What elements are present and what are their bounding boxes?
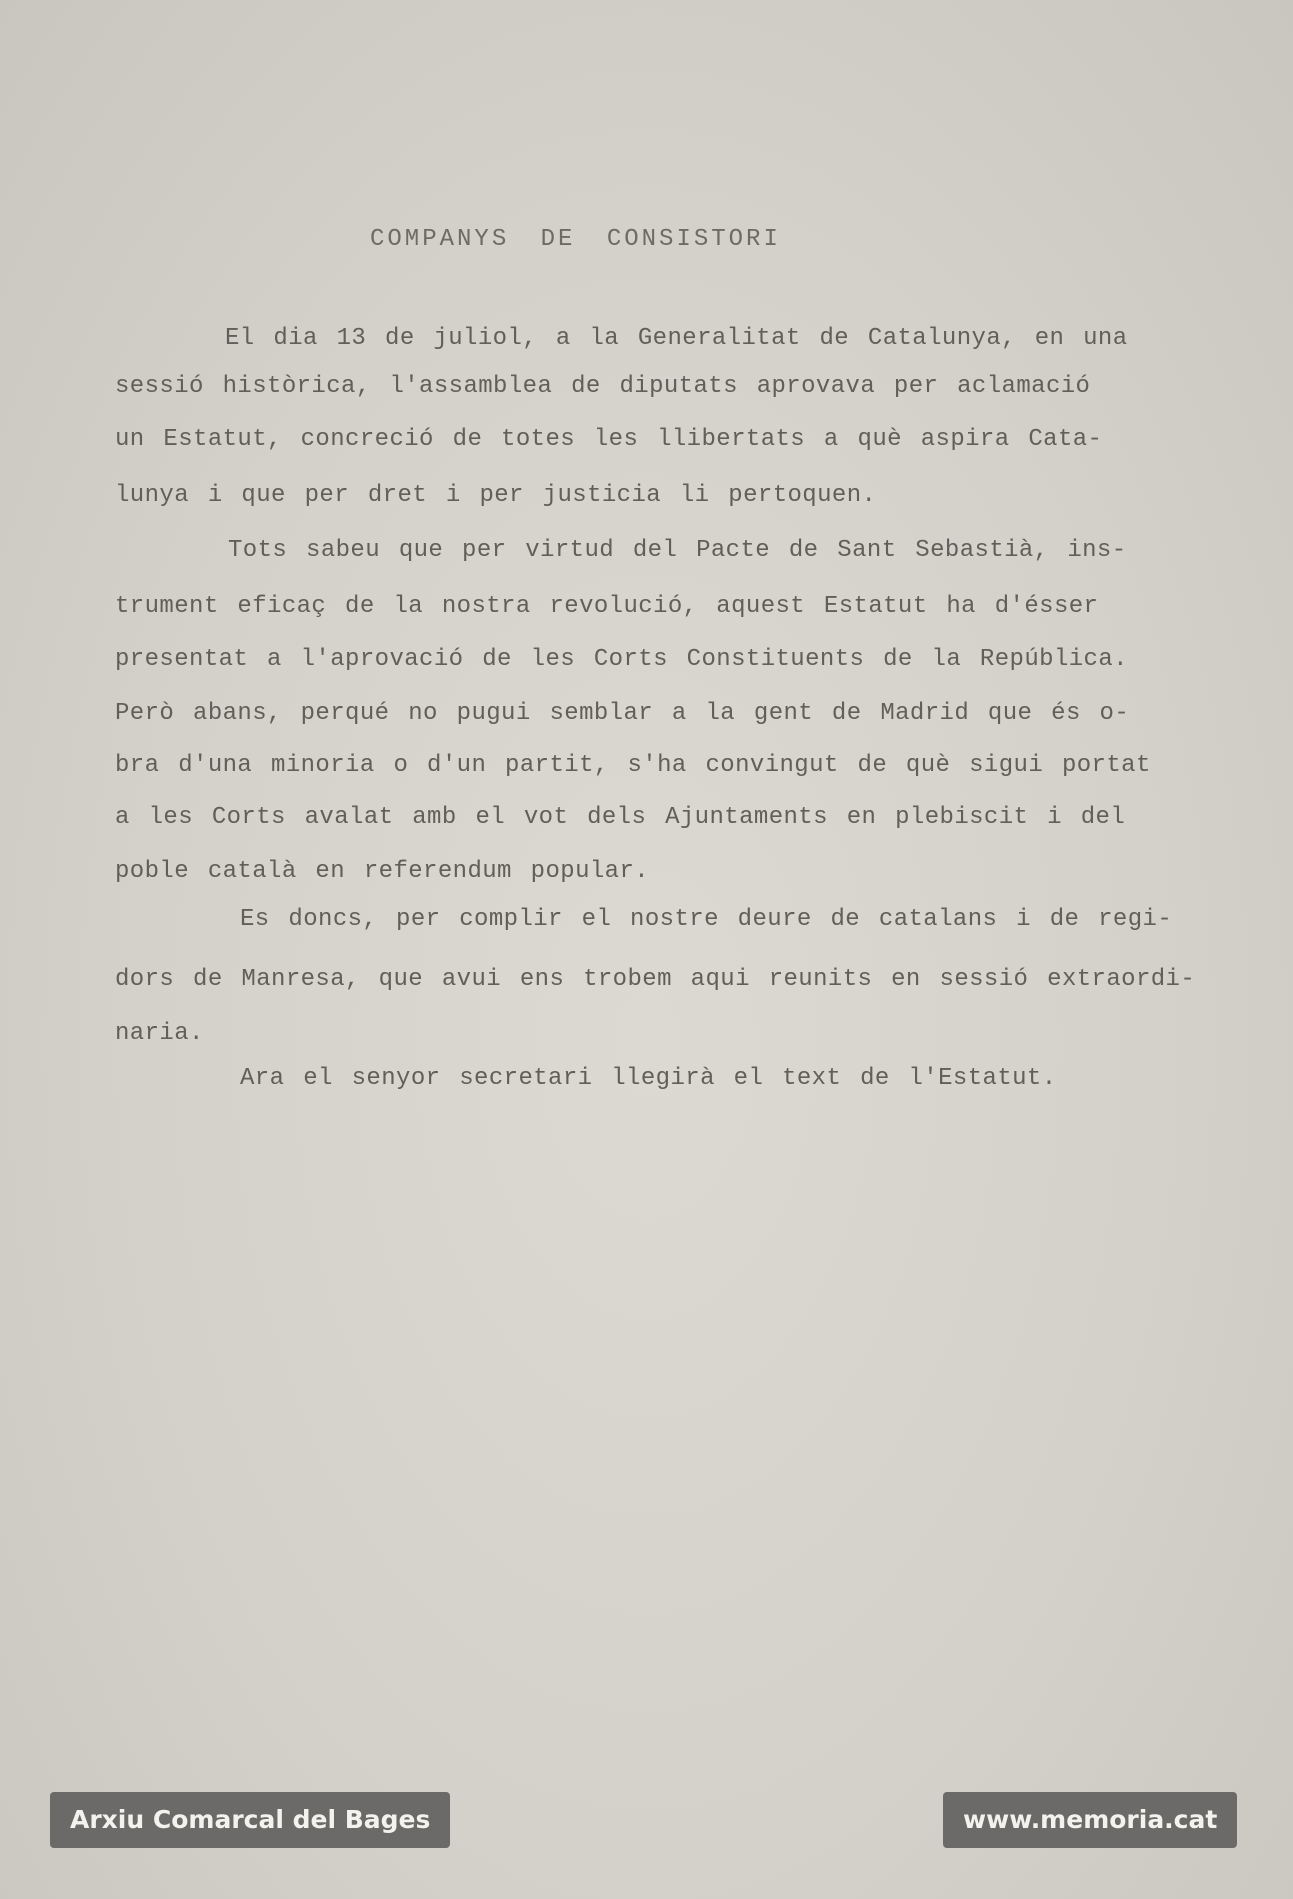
text-line: naria. xyxy=(115,1020,204,1047)
text-line: sessió històrica, l'assamblea de diputats aprovava per aclamació xyxy=(115,373,1091,400)
text-line: trument eficaç de la nostra revolució, aquest Estatut ha d'ésser xyxy=(115,593,1099,620)
text-line: Però abans, perqué no pugui semblar a la gent de Madrid que és o- xyxy=(115,700,1130,727)
document-title: COMPANYS DE CONSISTORI xyxy=(370,226,781,253)
archive-watermark: Arxiu Comarcal del Bages xyxy=(50,1792,450,1848)
text-line: dors de Manresa, que avui ens trobem aqui reunits en sessió extraordi- xyxy=(115,966,1196,993)
website-watermark: www.memoria.cat xyxy=(943,1792,1237,1848)
text-line: presentat a l'aprovació de les Corts Constituents de la República. xyxy=(115,646,1128,673)
text-line: poble català en referendum popular. xyxy=(115,858,650,885)
text-line: El dia 13 de juliol, a la Generalitat de Catalunya, en una xyxy=(225,325,1128,352)
text-line: bra d'una minoria o d'un partit, s'ha convingut de què sigui portat xyxy=(115,752,1151,779)
text-line: un Estatut, concreció de totes les llibertats a què aspira Cata- xyxy=(115,426,1103,453)
text-line: a les Corts avalat amb el vot dels Ajuntaments en plebiscit i del xyxy=(115,804,1126,831)
text-line: Tots sabeu que per virtud del Pacte de Sant Sebastià, ins- xyxy=(228,537,1127,564)
text-line: Es doncs, per complir el nostre deure de catalans i de regi- xyxy=(240,906,1173,933)
text-line: lunya i que per dret i per justicia li pertoquen. xyxy=(115,482,877,509)
text-line: Ara el senyor secretari llegirà el text de l'Estatut. xyxy=(240,1065,1057,1092)
